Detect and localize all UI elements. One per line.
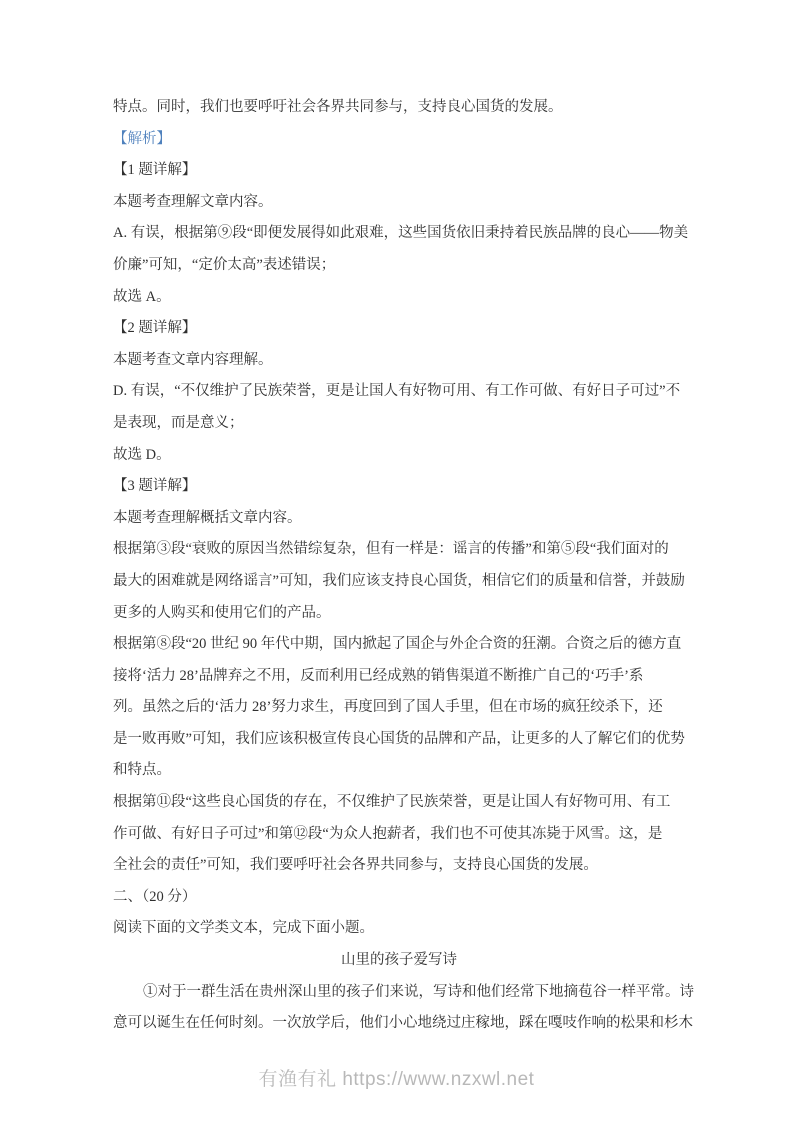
document-text-line: 故选 D。 [113, 446, 171, 463]
document-text-line: 接将‘活力 28’品牌弃之不用，反而利用已经成熟的销售渠道不断推广自己的‘巧手’系 [113, 667, 644, 684]
analysis-label: 【解析】 [113, 130, 171, 147]
document-text-line: 故选 A。 [113, 288, 171, 305]
document-text-line: 价廉”可知，“定价太高”表述错误； [113, 256, 336, 273]
watermark-text: 有渔有礼 https://www.nzxwl.net [258, 1069, 535, 1090]
document-text-line: 列。虽然之后的‘活力 28’努力求生，再度回到了国人手里，但在市场的疯狂绞杀下，还 [113, 699, 663, 716]
document-text-line: D. 有误，“不仅维护了民族荣誉，更是让国人有好物可用、有工作可做、有好日子可过”不 [113, 383, 681, 400]
document-text-line: 本题考查文章内容理解。 [113, 351, 273, 368]
document-text-line: 是一败再败”可知，我们应该积极宣传良心国货的品牌和产品，让更多的人了解它们的优势 [113, 730, 685, 747]
document-text-line: 全社会的责任”可知，我们要呼吁社会各界共同参与，支持良心国货的发展。 [113, 857, 598, 874]
document-text-line: 根据第③段“衰败的原因当然错综复杂，但有一样是：谣言的传播”和第⑤段“我们面对的 [113, 541, 669, 558]
document-text-line: 更多的人购买和使用它们的产品。 [113, 604, 331, 621]
document-body [113, 92, 694, 1040]
document-text-line: 【2 题详解】 [113, 320, 197, 337]
document-text-line: 最大的困难就是网络谣言”可知，我们应该支持良心国货，相信它们的质量和信誉，并鼓励 [113, 572, 685, 589]
document-text-line: 意可以诞生在任何时刻。一次放学后，他们小心地绕过庄稼地，踩在嘎吱作响的松果和杉木 [113, 1015, 693, 1032]
document-text-line: 本题考查理解概括文章内容。 [113, 509, 302, 526]
document-text-line: 和特点。 [113, 762, 171, 779]
document-text-line: 作可做、有好日子可过”和第⑫段“为众人抱薪者，我们也不可使其冻毙于风雪。这，是 [113, 825, 663, 842]
document-text-line: 【1 题详解】 [113, 162, 197, 179]
document-text-line: A. 有误，根据第⑨段“即便发展得如此艰难，这些国货依旧秉持着民族品牌的良心——物美 [113, 225, 689, 242]
document-text-line: 根据第⑧段“20 世纪 90 年代中期，国内掀起了国企与外企合资的狂潮。合资之后的德方直 [113, 636, 682, 653]
paragraph-first-line: ①对于一群生活在贵州深山里的孩子们来说，写诗和他们经常下地摘苞谷一样平常。诗 [143, 983, 694, 1000]
document-text-line: 根据第⑪段“这些良心国货的存在，不仅维护了民族荣誉，更是让国人有好物可用、有工 [113, 794, 671, 811]
document-text-line: 【3 题详解】 [113, 478, 197, 495]
document-text-line: 本题考查理解文章内容。 [113, 193, 273, 210]
passage-title-line: 山里的孩子爱写诗 [341, 952, 457, 969]
document-text-line: 阅读下面的文学类文本，完成下面小题。 [113, 920, 374, 937]
document-text-line: 是表现，而是意义； [113, 414, 244, 431]
watermark [0, 1064, 793, 1091]
document-text-line: 二、（20 分） [113, 888, 197, 905]
document-text-line: 特点。同时，我们也要呼吁社会各界共同参与，支持良心国货的发展。 [113, 99, 563, 115]
